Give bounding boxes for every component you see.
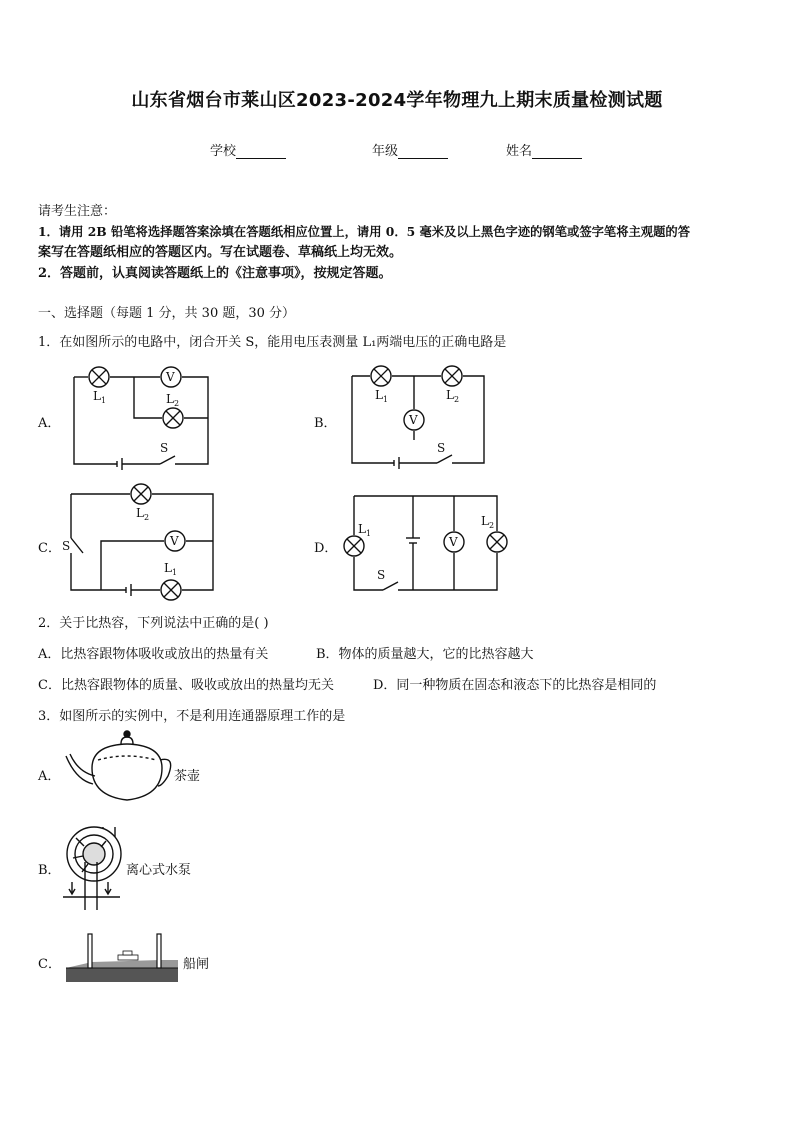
- q3-option-b: B．: [38, 863, 61, 878]
- school-label: 学校: [210, 144, 237, 159]
- circuit-d-label-l2: $L_2$: [481, 514, 495, 530]
- notice-heading: 请考生注意：: [38, 204, 117, 219]
- q1-option-c: C．: [38, 541, 61, 556]
- circuit-c-label-l1: $L_1$: [164, 561, 178, 577]
- circuit-d-label-s: S: [377, 568, 386, 582]
- teapot-label: 茶壶: [174, 769, 201, 784]
- teapot-image: [66, 731, 171, 800]
- pump-label: 离心式水泵: [126, 863, 192, 878]
- circuit-a-label-l2: $L_2$: [166, 392, 180, 408]
- q3-option-a: A．: [38, 769, 61, 784]
- page-title: 山东省烟台市莱山区2023-2024学年物理九上期末质量检测试题: [131, 90, 663, 111]
- svg-text:V: V: [409, 413, 418, 427]
- svg-text:V: V: [166, 370, 175, 384]
- circuit-c-label-s: S: [62, 539, 71, 553]
- circuit-b-label-l2: $L_2$: [446, 388, 460, 404]
- svg-text:V: V: [449, 535, 458, 549]
- q3-stem: 3．如图所示的实例中，不是利用连通器原理工作的是: [38, 709, 346, 724]
- circuit-b-label-l1: $L_1$: [375, 388, 389, 404]
- q3-option-c: C．: [38, 957, 61, 972]
- section-heading: 一、选择题（每题 1 分，共 30 题，30 分）: [38, 306, 296, 321]
- pump-image: [63, 827, 121, 910]
- q1-option-a: A．: [38, 416, 61, 431]
- circuit-a-label-l1: $L_1$: [93, 389, 107, 405]
- circuit-d-label-l1: $L_1$: [358, 522, 372, 538]
- notice-item-2: 2．答题前，认真阅读答题纸上的《注意事项》，按规定答题。: [38, 266, 392, 281]
- circuit-c-label-l2: $L_2$: [136, 506, 150, 522]
- q2-option-d: D．同一种物质在固态和液态下的比热容是相同的: [373, 678, 657, 693]
- q1-stem: 1．在如图所示的电路中，闭合开关 S，能用电压表测量 L₁两端电压的正确电路是: [38, 335, 507, 350]
- notice-item-1a: 1．请用 2B 铅笔将选择题答案涂填在答题纸相应位置上，请用 0．5 毫米及以上黑色字迹的钢笔或签字笔将主观题的答: [38, 224, 690, 239]
- circuit-b-label-s: S: [437, 441, 446, 455]
- notice-item-1b: 案写在答题纸相应的答题区内。写在试题卷、草稿纸上均无效。: [38, 245, 403, 260]
- q1-option-b: B．: [314, 416, 337, 431]
- ship-lock-image: [66, 934, 178, 982]
- q2-option-a: A．比热容跟物体吸收或放出的热量有关: [38, 647, 269, 662]
- q2-stem: 2．关于比热容，下列说法中正确的是( ): [38, 616, 269, 631]
- name-label: 姓名: [506, 144, 533, 159]
- q2-option-c: C．比热容跟物体的质量、吸收或放出的热量均无关: [38, 678, 334, 693]
- circuit-a-label-s: S: [160, 441, 169, 455]
- q2-option-b: B．物体的质量越大，它的比热容越大: [316, 647, 534, 662]
- lock-label: 船闸: [183, 957, 210, 972]
- grade-label: 年级: [372, 144, 399, 159]
- svg-text:V: V: [170, 534, 179, 548]
- q1-option-d: D．: [314, 541, 338, 556]
